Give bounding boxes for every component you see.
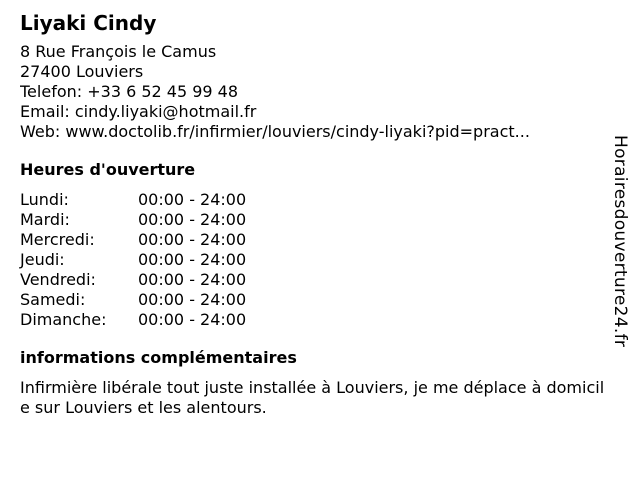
address-line-2: 27400 Louviers: [20, 62, 144, 81]
hours-row: [20, 310, 610, 330]
hours-title: Heures d'ouverture: [20, 160, 196, 179]
email-line[interactable]: Email: cindy.liyaki@hotmail.fr: [20, 102, 257, 121]
web-line[interactable]: Web: www.doctolib.fr/infirmier/louviers/cindy-liyaki?pid=pract...: [20, 122, 530, 141]
day-label: Mercredi:: [20, 230, 95, 249]
info-text: Infirmière libérale tout juste installée à Louviers, je me déplace à domicile sur Louviers et les alentours.: [20, 378, 605, 417]
hours-row: [20, 290, 610, 310]
day-label: Mardi:: [20, 210, 70, 229]
day-label: Jeudi:: [20, 250, 65, 269]
site-watermark: Horairesdouverture24.fr: [610, 135, 630, 348]
hours-row: [20, 210, 610, 230]
time-range: 00:00 - 24:00: [138, 210, 247, 229]
time-range: 00:00 - 24:00: [138, 290, 247, 309]
address-line-1: 8 Rue François le Camus: [20, 42, 217, 61]
day-label: Dimanche:: [20, 310, 107, 329]
day-label: Lundi:: [20, 190, 69, 209]
hours-row: [20, 230, 610, 250]
hours-table: [20, 190, 610, 330]
phone-line[interactable]: Telefon: +33 6 52 45 99 48: [20, 82, 239, 101]
business-name: Liyaki Cindy: [20, 11, 157, 35]
hours-row: [20, 250, 610, 270]
hours-row: [20, 270, 610, 290]
time-range: 00:00 - 24:00: [138, 190, 247, 209]
hours-row: [20, 190, 610, 210]
time-range: 00:00 - 24:00: [138, 250, 247, 269]
day-label: Vendredi:: [20, 270, 96, 289]
time-range: 00:00 - 24:00: [138, 270, 247, 289]
info-title: informations complémentaires: [20, 348, 297, 367]
day-label: Samedi:: [20, 290, 86, 309]
time-range: 00:00 - 24:00: [138, 310, 247, 329]
time-range: 00:00 - 24:00: [138, 230, 247, 249]
business-card: [20, 10, 610, 418]
